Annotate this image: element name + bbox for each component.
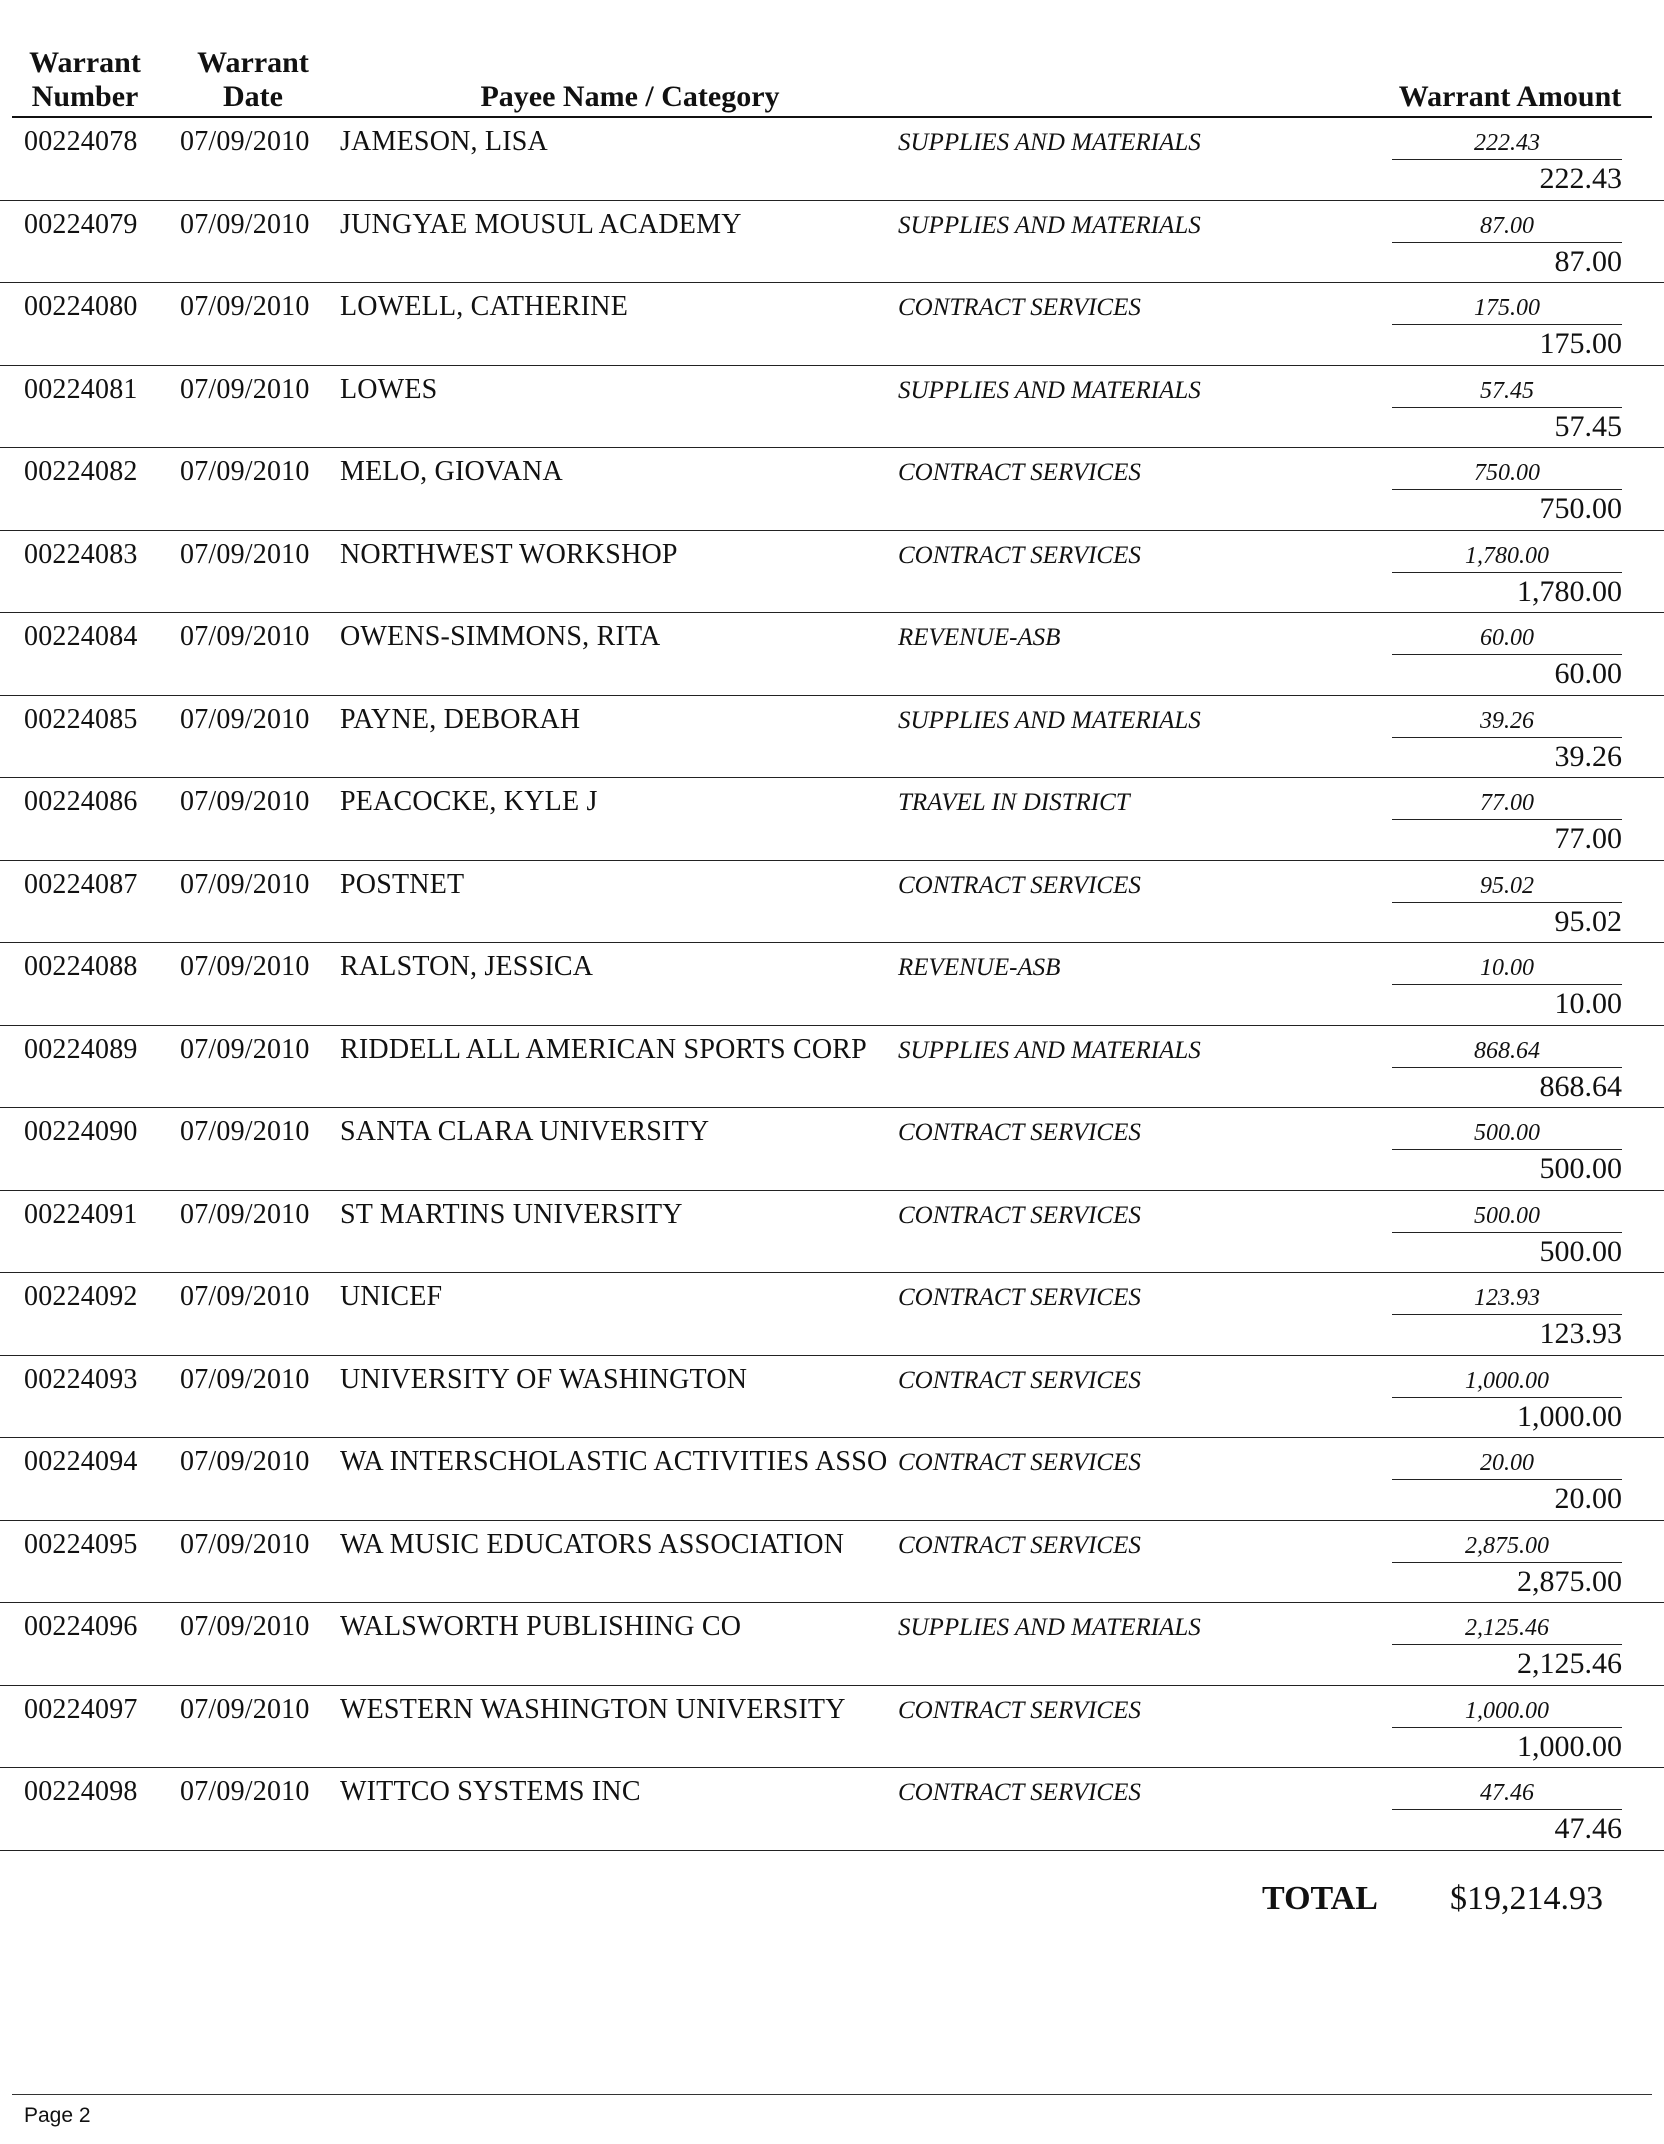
line-amount: 123.93 [1392, 1285, 1622, 1315]
payee-category: CONTRACT SERVICES [898, 1779, 1141, 1806]
warrant-amount: 2,875.00 [1517, 1564, 1622, 1598]
warrant-number: 00224081 [24, 373, 138, 405]
warrant-date: 07/09/2010 [180, 621, 310, 652]
table-row [0, 1521, 1664, 1604]
payee-category: CONTRACT SERVICES [898, 459, 1141, 486]
total-label: TOTAL [1262, 1880, 1378, 1917]
line-amount: 2,875.00 [1392, 1533, 1622, 1563]
line-amount: 87.00 [1392, 213, 1622, 243]
warrant-amount: 47.46 [1554, 1812, 1622, 1845]
table-row [0, 943, 1664, 1026]
line-amount: 10.00 [1392, 955, 1622, 985]
header-warrant-number-line2: Number [31, 80, 139, 113]
warrant-number: 00224092 [24, 1281, 138, 1312]
payee-name: RIDDELL ALL AMERICAN SPORTS CORP [340, 1033, 867, 1065]
line-amount: 20.00 [1392, 1450, 1622, 1480]
table-row [0, 1438, 1664, 1521]
warrant-number: 00224096 [24, 1611, 138, 1642]
page-number: Page 2 [24, 2104, 91, 2127]
warrant-table-body [0, 118, 1664, 1851]
line-amount: 1,780.00 [1392, 543, 1622, 573]
line-amount: 39.26 [1392, 708, 1622, 738]
warrant-date: 07/09/2010 [180, 456, 310, 487]
total-value: $19,214.93 [1450, 1880, 1603, 1917]
payee-name: POSTNET [340, 868, 465, 900]
header-warrant-number-line1: Warrant [29, 46, 141, 79]
payee-category: SUPPLIES AND MATERIALS [898, 129, 1201, 156]
payee-name: JUNGYAE MOUSUL ACADEMY [340, 208, 742, 240]
payee-category: CONTRACT SERVICES [898, 871, 1141, 899]
warrant-date: 07/09/2010 [180, 951, 310, 982]
table-row [0, 1768, 1664, 1851]
header-warrant-date-line1: Warrant [197, 46, 309, 79]
line-amount: 77.00 [1392, 790, 1622, 820]
warrant-amount: 87.00 [1554, 244, 1622, 278]
payee-category: SUPPLIES AND MATERIALS [898, 1036, 1201, 1064]
warrant-number: 00224090 [24, 1116, 138, 1147]
payee-category: CONTRACT SERVICES [898, 541, 1141, 569]
warrant-amount: 500.00 [1539, 1152, 1622, 1185]
warrant-number: 00224082 [24, 456, 138, 487]
warrant-number: 00224078 [24, 126, 138, 157]
warrant-number: 00224094 [24, 1446, 138, 1477]
warrant-amount: 57.45 [1554, 409, 1622, 443]
warrant-amount: 123.93 [1539, 1317, 1622, 1350]
payee-category: SUPPLIES AND MATERIALS [898, 1614, 1201, 1641]
warrant-amount: 868.64 [1539, 1069, 1622, 1103]
header-warrant-number [20, 46, 150, 114]
warrant-amount: 77.00 [1554, 822, 1622, 855]
warrant-number: 00224079 [24, 208, 138, 240]
payee-category: CONTRACT SERVICES [898, 1696, 1141, 1724]
warrant-number: 00224097 [24, 1693, 138, 1725]
payee-category: TRAVEL IN DISTRICT [898, 789, 1130, 816]
warrant-amount: 500.00 [1539, 1234, 1622, 1268]
warrant-date: 07/09/2010 [180, 1363, 310, 1395]
payee-category: SUPPLIES AND MATERIALS [898, 706, 1201, 734]
table-row [0, 1273, 1664, 1356]
warrant-amount: 39.26 [1554, 739, 1622, 773]
header-warrant-date [178, 46, 328, 114]
warrant-date: 07/09/2010 [180, 208, 310, 240]
footer-divider [12, 2094, 1652, 2095]
payee-name: UNIVERSITY OF WASHINGTON [340, 1363, 748, 1395]
table-row [0, 448, 1664, 531]
line-amount: 2,125.46 [1392, 1615, 1622, 1645]
payee-name: LOWES [340, 373, 438, 405]
line-amount: 500.00 [1392, 1203, 1622, 1233]
warrant-date: 07/09/2010 [180, 868, 310, 900]
payee-category: SUPPLIES AND MATERIALS [898, 211, 1201, 239]
warrant-amount: 95.02 [1554, 904, 1622, 938]
warrant-number: 00224085 [24, 703, 138, 735]
line-amount: 175.00 [1392, 295, 1622, 325]
warrant-date: 07/09/2010 [180, 786, 310, 817]
payee-category: CONTRACT SERVICES [898, 1284, 1141, 1311]
warrant-date: 07/09/2010 [180, 1281, 310, 1312]
payee-name: WALSWORTH PUBLISHING CO [340, 1611, 742, 1642]
warrant-number: 00224084 [24, 621, 138, 652]
payee-name: SANTA CLARA UNIVERSITY [340, 1116, 710, 1147]
warrant-date: 07/09/2010 [180, 291, 310, 322]
warrant-date: 07/09/2010 [180, 1116, 310, 1147]
table-row [0, 1356, 1664, 1439]
payee-category: CONTRACT SERVICES [898, 1119, 1141, 1146]
payee-category: REVENUE-ASB [898, 954, 1061, 981]
table-row [0, 1026, 1664, 1109]
payee-name: NORTHWEST WORKSHOP [340, 538, 678, 570]
warrant-date: 07/09/2010 [180, 1198, 310, 1230]
warrant-date: 07/09/2010 [180, 1528, 310, 1560]
table-row [0, 1108, 1664, 1191]
payee-category: CONTRACT SERVICES [898, 1366, 1141, 1394]
warrant-date: 07/09/2010 [180, 1611, 310, 1642]
line-amount: 1,000.00 [1392, 1698, 1622, 1728]
warrant-number: 00224093 [24, 1363, 138, 1395]
table-row [0, 118, 1664, 201]
line-amount: 95.02 [1392, 873, 1622, 903]
warrant-amount: 750.00 [1539, 492, 1622, 525]
header-warrant-amount: Warrant Amount [1398, 80, 1622, 113]
warrant-amount: 2,125.46 [1517, 1647, 1622, 1680]
warrant-amount: 10.00 [1554, 987, 1622, 1020]
warrant-date: 07/09/2010 [180, 538, 310, 570]
line-amount: 500.00 [1392, 1120, 1622, 1150]
line-amount: 868.64 [1392, 1038, 1622, 1068]
table-row [0, 1686, 1664, 1769]
payee-category: REVENUE-ASB [898, 624, 1061, 651]
warrant-date: 07/09/2010 [180, 373, 310, 405]
warrant-date: 07/09/2010 [180, 1776, 310, 1807]
payee-name: WITTCO SYSTEMS INC [340, 1776, 641, 1807]
table-row [0, 613, 1664, 696]
table-row [0, 283, 1664, 366]
payee-name: LOWELL, CATHERINE [340, 291, 629, 322]
payee-name: WESTERN WASHINGTON UNIVERSITY [340, 1693, 846, 1725]
warrant-number: 00224095 [24, 1528, 138, 1560]
warrant-amount: 20.00 [1554, 1482, 1622, 1515]
payee-category: SUPPLIES AND MATERIALS [898, 376, 1201, 404]
table-row [0, 531, 1664, 614]
payee-name: WA MUSIC EDUCATORS ASSOCIATION [340, 1528, 845, 1560]
table-row [0, 861, 1664, 944]
warrant-number: 00224083 [24, 538, 138, 570]
warrant-number: 00224091 [24, 1198, 138, 1230]
payee-category: CONTRACT SERVICES [898, 1449, 1141, 1476]
payee-category: CONTRACT SERVICES [898, 294, 1141, 321]
payee-name: ST MARTINS UNIVERSITY [340, 1198, 683, 1230]
line-amount: 222.43 [1392, 130, 1622, 160]
warrant-number: 00224088 [24, 951, 138, 982]
table-row [0, 778, 1664, 861]
warrant-date: 07/09/2010 [180, 1693, 310, 1725]
line-amount: 750.00 [1392, 460, 1622, 490]
payee-name: WA INTERSCHOLASTIC ACTIVITIES ASSO [340, 1446, 888, 1477]
line-amount: 47.46 [1392, 1780, 1622, 1810]
table-row [0, 201, 1664, 284]
line-amount: 60.00 [1392, 625, 1622, 655]
payee-category: CONTRACT SERVICES [898, 1531, 1141, 1559]
warrant-number: 00224086 [24, 786, 138, 817]
warrant-amount: 1,780.00 [1517, 574, 1622, 608]
warrant-number: 00224089 [24, 1033, 138, 1065]
payee-name: MELO, GIOVANA [340, 456, 563, 487]
warrant-date: 07/09/2010 [180, 703, 310, 735]
header-warrant-date-line2: Date [223, 80, 283, 113]
warrant-date: 07/09/2010 [180, 1033, 310, 1065]
warrant-date: 07/09/2010 [180, 126, 310, 157]
warrant-amount: 1,000.00 [1517, 1399, 1622, 1433]
payee-name: JAMESON, LISA [340, 126, 548, 157]
payee-name: OWENS-SIMMONS, RITA [340, 621, 661, 652]
warrant-amount: 60.00 [1554, 657, 1622, 690]
payee-name: UNICEF [340, 1281, 443, 1312]
header-payee-category: Payee Name / Category [480, 80, 780, 113]
warrant-amount: 175.00 [1539, 327, 1622, 360]
line-amount: 1,000.00 [1392, 1368, 1622, 1398]
table-row [0, 366, 1664, 449]
table-row [0, 1603, 1664, 1686]
line-amount: 57.45 [1392, 378, 1622, 408]
warrant-amount: 1,000.00 [1517, 1729, 1622, 1763]
payee-category: CONTRACT SERVICES [898, 1201, 1141, 1229]
payee-name: PEACOCKE, KYLE J [340, 786, 598, 817]
payee-name: PAYNE, DEBORAH [340, 703, 581, 735]
warrant-amount: 222.43 [1539, 162, 1622, 195]
table-row [0, 1191, 1664, 1274]
warrant-number: 00224080 [24, 291, 138, 322]
warrant-number: 00224098 [24, 1776, 138, 1807]
payee-name: RALSTON, JESSICA [340, 951, 594, 982]
warrant-number: 00224087 [24, 868, 138, 900]
table-row [0, 696, 1664, 779]
warrant-date: 07/09/2010 [180, 1446, 310, 1477]
